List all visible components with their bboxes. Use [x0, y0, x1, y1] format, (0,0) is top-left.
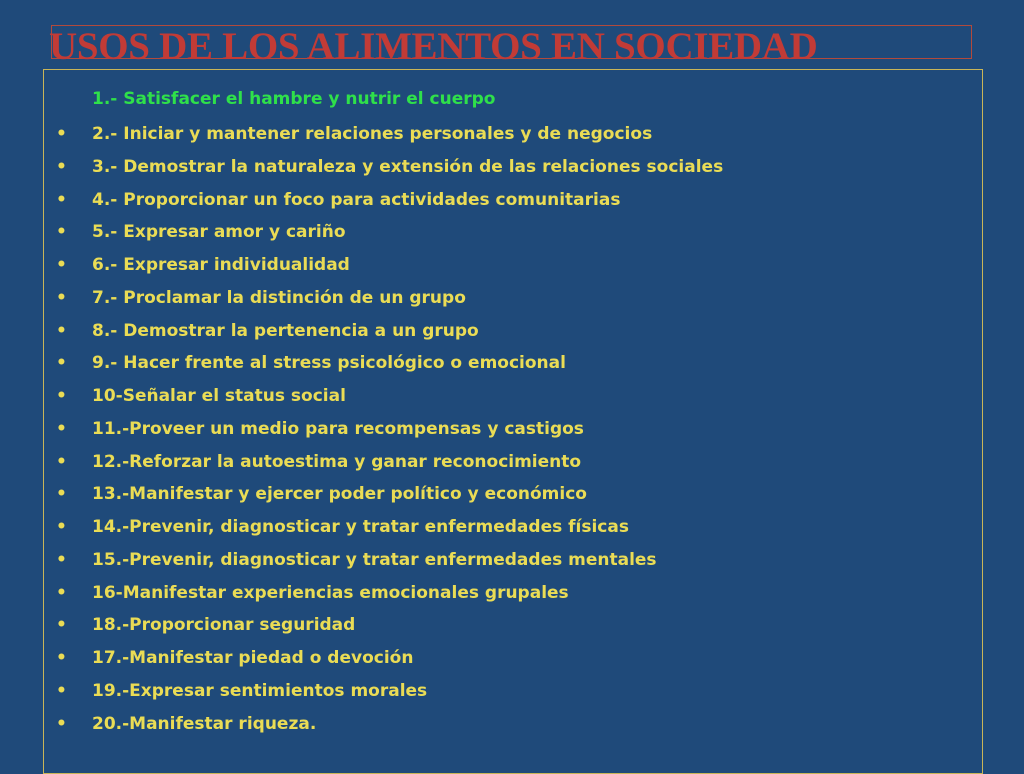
list-item-label: 15.-Prevenir, diagnosticar y tratar enfermedades mentales: [92, 549, 657, 570]
bullet-icon: •: [56, 386, 67, 406]
list-item-label: 3.- Demostrar la naturaleza y extensión de las relaciones sociales: [92, 156, 724, 177]
bullet-icon: •: [56, 582, 67, 603]
list-item-label: 13.-Manifestar y ejercer poder político y económico: [92, 484, 587, 505]
list-item-label: 14.-Prevenir, diagnosticar y tratar enfermedades físicas: [92, 517, 629, 537]
bullet-icon: •: [56, 517, 67, 537]
bullet-icon: •: [56, 124, 67, 144]
list-item-label: 19.-Expresar sentimientos morales: [92, 680, 428, 701]
list-item-label: 6.- Expresar individualidad: [92, 255, 350, 275]
bullet-icon: •: [56, 484, 67, 505]
bullet-icon: •: [56, 418, 67, 439]
bullet-icon: •: [56, 255, 67, 275]
bullet-icon: •: [56, 222, 67, 243]
bullet-icon: •: [56, 648, 67, 668]
bullet-icon: •: [56, 615, 67, 636]
list-item-label: 10-Señalar el status social: [92, 386, 346, 406]
bullet-icon: •: [56, 287, 67, 308]
bullet-icon: •: [56, 549, 67, 570]
intro-line: 1.- Satisfacer el hambre y nutrir el cuerpo: [92, 89, 496, 109]
list-item-label: 12.-Reforzar la autoestima y ganar reconocimiento: [92, 451, 582, 472]
title-box: [49, 25, 972, 68]
bullet-icon: •: [56, 320, 67, 341]
content-box: [43, 69, 983, 774]
bullet-icon: •: [56, 156, 67, 177]
list-item-label: 7.- Proclamar la distinción de un grupo: [92, 287, 466, 308]
list-item-label: 16-Manifestar experiencias emocionales grupales: [92, 582, 569, 603]
list-item-label: 8.- Demostrar la pertenencia a un grupo: [92, 320, 479, 341]
bullet-icon: •: [56, 189, 67, 210]
list-item-label: 17.-Manifestar piedad o devoción: [92, 648, 414, 668]
list-item-label: 5.- Expresar amor y cariño: [92, 222, 346, 243]
list-item-label: 9.- Hacer frente al stress psicológico o emocional: [92, 353, 566, 374]
bullet-icon: •: [56, 353, 67, 374]
list-item-label: 20.-Manifestar riqueza.: [92, 713, 317, 734]
bullet-icon: •: [56, 713, 67, 734]
list-item-label: 4.- Proporcionar un foco para actividades comunitarias: [92, 189, 621, 210]
list-item-label: 2.- Iniciar y mantener relaciones personales y de negocios: [92, 124, 653, 144]
list-item-label: 18.-Proporcionar seguridad: [92, 615, 356, 636]
list-item-label: 11.-Proveer un medio para recompensas y castigos: [92, 418, 584, 439]
bullet-icon: •: [56, 680, 67, 701]
slide-title: USOS DE LOS ALIMENTOS EN SOCIEDAD: [49, 25, 818, 68]
bullet-icon: •: [56, 451, 67, 472]
